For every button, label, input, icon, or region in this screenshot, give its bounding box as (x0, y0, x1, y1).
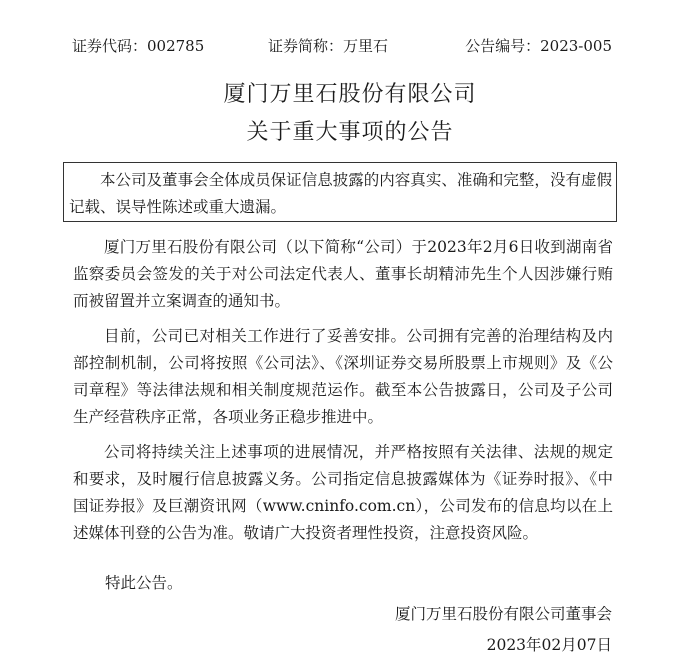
stock-code: 证券代码：002785 (72, 37, 205, 55)
signature-date: 2023年02月07日 (486, 636, 612, 654)
disclaimer-box (63, 162, 617, 222)
stock-short-name: 证券简称：万里石 (268, 37, 389, 55)
closing-statement: 特此公告。 (105, 574, 183, 592)
disclaimer-text: 本公司及董事会全体成员保证信息披露的内容真实、准确和完整，没有虚假记载、误导性陈述或重大遗漏。 (69, 171, 612, 216)
announcement-body (73, 234, 613, 555)
document-header (72, 36, 612, 56)
company-title: 厦门万里石股份有限公司 (223, 82, 477, 107)
body-paragraph: 公司将持续关注上述事项的进展情况，并严格按照有关法律、法规的规定和要求，及时履行信息披露义务。公司指定信息披露媒体为《证券时报》、《中国证券报》及巨潮资讯网（www.cninfo.com.cn），公司发布的信息均以在上述媒体刊登的公告为准。敬请广大投资者理性投资，注意投资风险。 (73, 443, 613, 542)
announcement-number: 公告编号：2023-005 (465, 37, 612, 55)
body-paragraph: 目前，公司已对相关工作进行了妥善安排。公司拥有完善的治理结构及内部控制机制，公司将按照《公司法》、《深圳证券交易所股票上市规则》及《公司章程》等法律法规和相关制度规范运作。截至本公告披露日，公司及子公司生产经营秩序正常，各项业务正稳步推进中。 (73, 327, 613, 426)
signatory-organization: 厦门万里石股份有限公司董事会 (394, 605, 612, 623)
announcement-title: 关于重大事项的公告 (246, 120, 454, 145)
body-paragraph: 厦门万里石股份有限公司（以下简称“公司）于2023年2月6日收到湖南省监察委员会签发的关于对公司法定代表人、董事长胡精沛先生个人因涉嫌行贿而被留置并立案调查的通知书。 (73, 238, 613, 310)
